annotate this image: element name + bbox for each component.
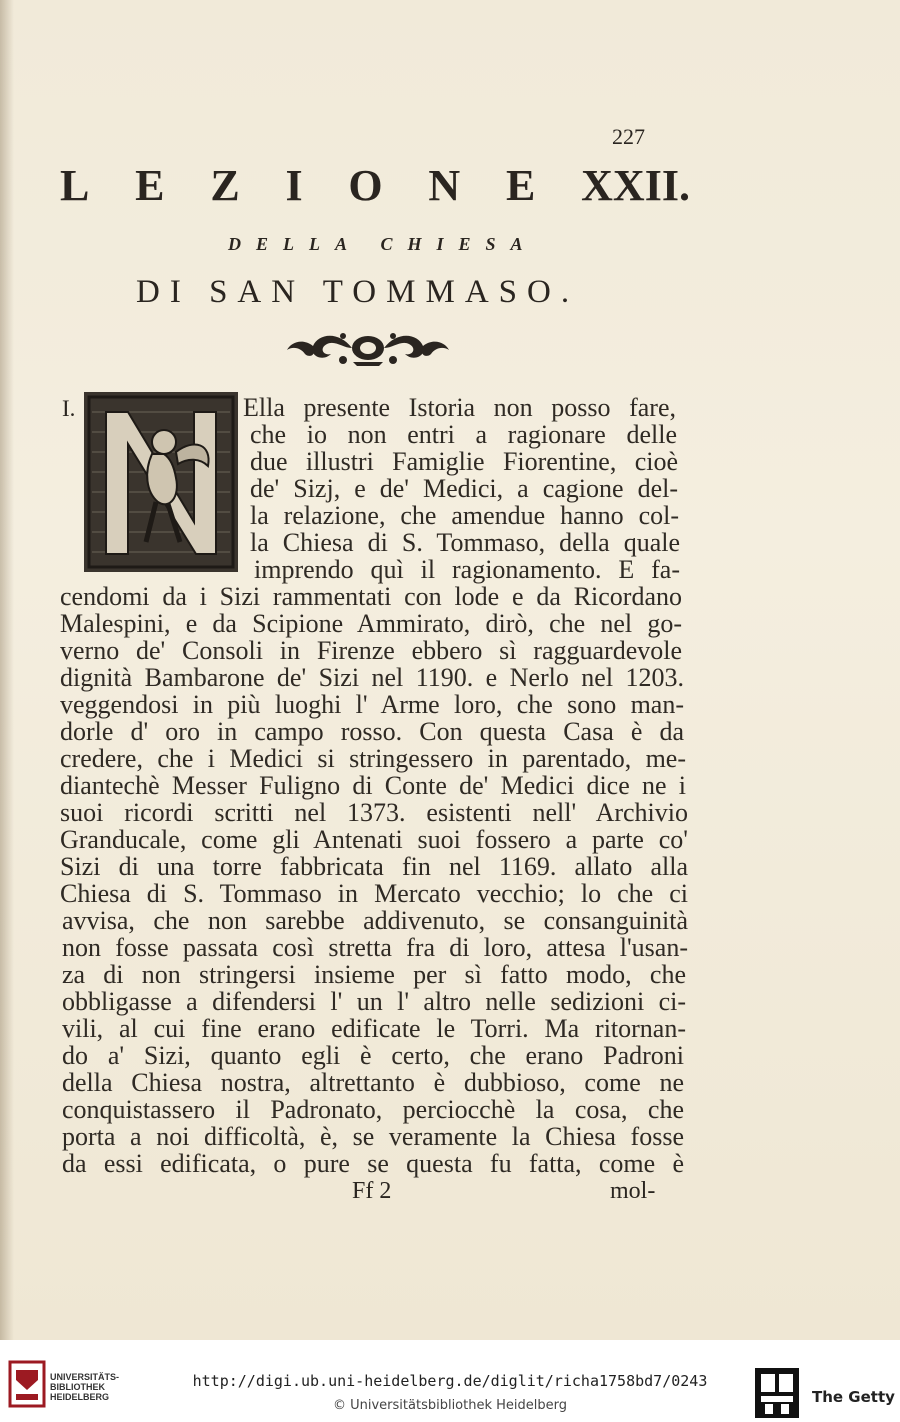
text-line: dignità Bambarone de' Sizi nel 1190. e Nerlo nel 1203. (60, 663, 684, 692)
text-line: Ella presente Istoria non posso fare, (243, 393, 676, 422)
text-line: verno de' Consoli in Firenze ebbero sì ragguardevole (60, 636, 682, 665)
copyright-notice: © Universitätsbibliothek Heidelberg (332, 1398, 567, 1413)
getty-label: The Getty (812, 1388, 895, 1406)
text-line: obbligasse a difendersi l' un l' altro nelle sedizioni ci- (62, 987, 686, 1016)
text-line: Malespini, e da Scipione Ammirato, dirò, che nel go- (60, 609, 682, 638)
library-line: HEIDELBERG (50, 1392, 110, 1402)
heading-numeral: XXII. (581, 161, 690, 210)
text-line: cendomi da i Sizi rammentati con lode e da Ricordano (60, 582, 682, 611)
text-line: la relazione, che amendue hanno col- (250, 501, 679, 530)
text-line: veggendosi in più luoghi l' Arme loro, che sono man- (60, 690, 684, 719)
drop-cap-icon (84, 392, 238, 572)
text-line: za di non stringersi insieme per sì fatto modo, che (62, 960, 686, 989)
text-line: conquistassero il Padronato, perciocchè la cosa, che (62, 1095, 684, 1124)
heading-letter: O (348, 161, 383, 210)
text-line: do a' Sizi, quanto egli è certo, che erano Padroni (62, 1041, 684, 1070)
text-line: avvisa, che non sarebbe addivenuto, se consanguinità (62, 906, 688, 935)
text-line: due illustri Famiglie Fiorentine, cioè (250, 447, 678, 476)
text-line: suoi ricordi scritti nel 1373. esistenti nell' Archivio (60, 798, 688, 827)
heading-letter: L (60, 161, 90, 210)
text-line: che io non entri a ragionare delle (250, 420, 677, 449)
library-line: BIBLIOTHEK (50, 1382, 105, 1392)
ornament-icon (283, 328, 453, 368)
text-line: Chiesa di S. Tommaso in Mercato vecchio; lo che ci (60, 879, 688, 908)
text-line: non fosse passata così stretta fra di loro, attesa l'usan- (62, 933, 688, 962)
page-number: 227 (612, 124, 645, 149)
text-line: dorle d' oro in campo rosso. Con questa Casa è da (60, 717, 684, 746)
text-line: porta a noi difficoltà, è, se veramente la Chiesa fosse (62, 1122, 684, 1151)
heading-letter: N (428, 161, 461, 210)
text-line: de' Sizj, e de' Medici, a cagione del- (250, 474, 678, 503)
heading-letter: Z (210, 161, 240, 210)
page-edge-shadow (0, 0, 14, 1340)
heading-letter: E (135, 161, 165, 210)
text-line: da essi edificata, o pure se questa fu fatta, come è (62, 1149, 684, 1178)
permalink-url[interactable]: http://digi.ub.uni-heidelberg.de/diglit/richa1758bd7/0243 (192, 1372, 708, 1390)
heading-letter: I (285, 161, 303, 210)
text-line: credere, che i Medici si stringessero in parentado, me- (60, 744, 686, 773)
chapter-title: DI SAN TOMMASO. (136, 274, 580, 310)
catchword: mol- (610, 1178, 656, 1204)
text-line: vili, al cui fine erano edificate le Torri. Ma ritornan- (62, 1014, 686, 1043)
chapter-heading (60, 160, 690, 211)
text-line: Sizi di una torre fabbricata fin nel 1169. allato alla (60, 852, 688, 881)
heading-letter: E (506, 161, 536, 210)
subheading: DELLA CHIESA (228, 234, 538, 254)
library-line: UNIVERSITÄTS- (50, 1372, 120, 1382)
text-line: diantechè Messer Fuligno di Conte de' Medici dice ne i (60, 771, 686, 800)
getty-logo-icon (755, 1368, 799, 1418)
signature-mark: Ff 2 (352, 1178, 392, 1204)
text-line: della Chiesa nostra, altrettanto è dubbioso, come ne (62, 1068, 684, 1097)
text-line: Granducale, come gli Antenati suoi fossero a parte co' (60, 825, 688, 854)
text-line: imprendo quì il ragionamento. E fa- (254, 555, 680, 584)
text-line: la Chiesa di S. Tommaso, della quale (250, 528, 680, 557)
section-number: I. (62, 396, 76, 421)
